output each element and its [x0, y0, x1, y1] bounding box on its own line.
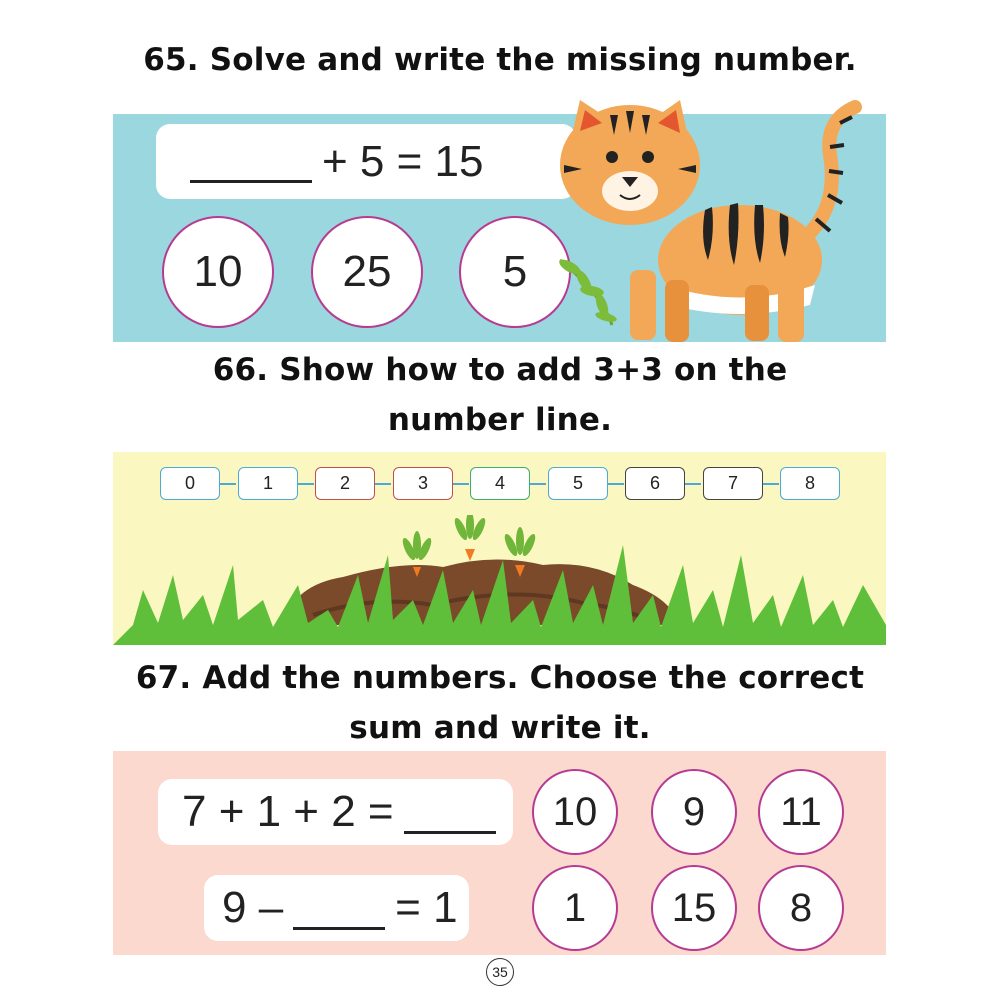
number-line-box-0[interactable]: 0: [160, 467, 220, 500]
q65-option-1[interactable]: 10: [162, 216, 274, 328]
number-line-box-3[interactable]: 3: [393, 467, 453, 500]
number-line-box-2[interactable]: 2: [315, 467, 375, 500]
q67-row1-option-2[interactable]: 9: [651, 769, 737, 855]
number-line-connector: [528, 483, 546, 485]
q67-equation-1-box: [158, 779, 513, 845]
number-line-box-7[interactable]: 7: [703, 467, 763, 500]
q66-heading-line2: number line.: [387, 402, 613, 438]
q65-option-3[interactable]: 5: [459, 216, 571, 328]
number-line-box-6[interactable]: 6: [625, 467, 685, 500]
q67-equation-2-right: = 1: [395, 883, 458, 932]
q67-row2-option-1[interactable]: 1: [532, 865, 618, 951]
q66-heading-line1: 66. Show how to add 3+3 on the: [212, 352, 788, 388]
number-line-connector: [218, 483, 236, 485]
number-line-connector: [683, 483, 701, 485]
sprig-illustration: [557, 257, 618, 325]
q67-equation-1-text: 7 + 1 + 2 =: [182, 787, 394, 836]
q67-equation-2-box: [204, 875, 469, 941]
carrot-icon: [452, 515, 487, 561]
q65-equation-box: [156, 124, 576, 199]
number-line-connector: [606, 483, 624, 485]
q67-equation-1-blank[interactable]: [404, 791, 496, 834]
q65-heading: 65. Solve and write the missing number.: [143, 42, 857, 78]
q67-equation-2-left: 9 –: [222, 883, 284, 932]
number-line-box-4[interactable]: 4: [470, 467, 530, 500]
q65-answer-blank[interactable]: [190, 140, 312, 183]
number-line-connector: [373, 483, 391, 485]
number-line-box-8[interactable]: 8: [780, 467, 840, 500]
garden-illustration: [113, 515, 886, 645]
number-line-box-1[interactable]: 1: [238, 467, 298, 500]
number-line-connector: [761, 483, 779, 485]
q67-equation-2-blank[interactable]: [293, 887, 385, 930]
q67-row1-option-3[interactable]: 11: [758, 769, 844, 855]
q67-heading-line2: sum and write it.: [349, 710, 651, 746]
q67-row2-option-2[interactable]: 15: [651, 865, 737, 951]
q65-equation-text: + 5 = 15: [322, 136, 484, 186]
q65-option-2[interactable]: 25: [311, 216, 423, 328]
q67-heading-line1: 67. Add the numbers. Choose the correct: [135, 660, 865, 696]
number-line-box-5[interactable]: 5: [548, 467, 608, 500]
tiger-illustration: [540, 95, 880, 355]
number-line-connector: [296, 483, 314, 485]
q67-row1-option-1[interactable]: 10: [532, 769, 618, 855]
number-line-connector: [451, 483, 469, 485]
q67-row2-option-3[interactable]: 8: [758, 865, 844, 951]
page-number: 35: [486, 958, 514, 986]
